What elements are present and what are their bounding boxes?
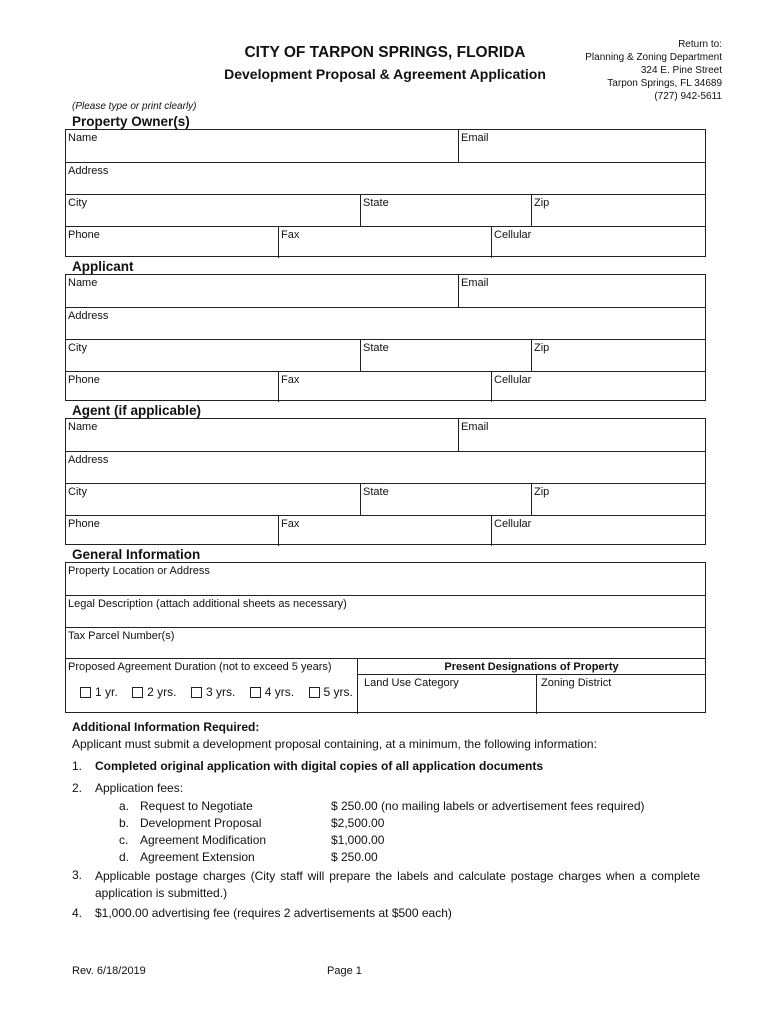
duration-option-1yr[interactable]: 1 yr. [80, 685, 118, 699]
tax-parcel-label: Tax Parcel Number(s) [68, 630, 175, 642]
checkbox-icon [309, 687, 320, 698]
owner-name-field[interactable] [66, 130, 458, 162]
owner-zip-field[interactable] [531, 195, 705, 227]
applicant-cellular-field[interactable] [491, 372, 705, 402]
agent-phone-field[interactable] [66, 516, 278, 546]
item-number: 4. [72, 906, 83, 920]
duration-label: Proposed Agreement Duration (not to exceed 5 years) [68, 661, 332, 673]
name-label: Name [68, 132, 98, 144]
agent-cellular-field[interactable] [491, 516, 705, 546]
requirement-item-1: Completed original application with digital copies of all application documents [95, 759, 544, 773]
address-label: Address [68, 165, 109, 177]
name-label: Name [68, 277, 98, 289]
property-location-field[interactable] [66, 563, 705, 595]
item-number: 2. [72, 781, 83, 795]
legal-description-field[interactable] [66, 596, 705, 628]
address-label: Address [68, 454, 109, 466]
applicant-fax-field[interactable] [278, 372, 491, 402]
section-title-general: General Information [72, 547, 201, 562]
zoning-district-label: Zoning District [541, 677, 612, 689]
duration-option-4yrs[interactable]: 4 yrs. [250, 685, 294, 699]
item-number: 1. [72, 759, 83, 773]
page-number: Page 1 [327, 965, 362, 977]
designations-title: Present Designations of Property [444, 661, 619, 673]
applicant-zip-field[interactable] [531, 340, 705, 372]
fee-label: Development Proposal [140, 816, 262, 830]
owner-city-field[interactable] [66, 195, 360, 227]
state-label: State [363, 197, 389, 209]
duration-option-3yrs[interactable]: 3 yrs. [191, 685, 235, 699]
fee-amount: $ 250.00 (no mailing labels or advertisement fees required) [331, 799, 645, 813]
agent-fax-field[interactable] [278, 516, 491, 546]
phone-label: Phone [68, 229, 100, 241]
city-label: City [68, 486, 87, 498]
phone-label: Phone [68, 374, 100, 386]
zip-label: Zip [534, 342, 550, 354]
agent-name-field[interactable] [66, 419, 458, 451]
fee-letter: b. [119, 816, 130, 830]
tax-parcel-field[interactable] [66, 628, 705, 659]
checkbox-icon [132, 687, 143, 698]
duration-option-2yrs[interactable]: 2 yrs. [132, 685, 176, 699]
applicant-address-field[interactable] [66, 308, 705, 340]
owner-fax-field[interactable] [278, 227, 491, 258]
fee-label: Request to Negotiate [140, 799, 253, 813]
name-label: Name [68, 421, 98, 433]
general-block [65, 562, 706, 713]
agent-city-field[interactable] [66, 484, 360, 516]
applicant-city-field[interactable] [66, 340, 360, 372]
cellular-label: Cellular [494, 374, 532, 386]
agent-zip-field[interactable] [531, 484, 705, 516]
return-line: 324 E. Pine Street [640, 65, 722, 76]
fee-letter: c. [119, 833, 129, 847]
property-location-label: Property Location or Address [68, 565, 210, 577]
owner-block [65, 129, 706, 257]
duration-cell [66, 659, 354, 714]
fax-label: Fax [281, 229, 300, 241]
applicant-name-field[interactable] [66, 275, 458, 307]
agent-block [65, 418, 706, 545]
checkbox-icon [191, 687, 202, 698]
address-label: Address [68, 310, 109, 322]
designations-cell [357, 659, 705, 714]
fee-letter: d. [119, 850, 130, 864]
land-use-field[interactable] [358, 675, 536, 714]
fee-amount: $2,500.00 [331, 816, 385, 830]
legal-description-label: Legal Description (attach additional sheets as necessary) [68, 598, 347, 610]
agent-state-field[interactable] [360, 484, 531, 516]
land-use-label: Land Use Category [364, 677, 459, 689]
return-line: Planning & Zoning Department [585, 52, 722, 63]
applicant-block [65, 274, 706, 401]
fee-label: Agreement Extension [140, 850, 255, 864]
email-label: Email [461, 277, 489, 289]
owner-cellular-field[interactable] [491, 227, 705, 258]
fee-amount: $1,000.00 [331, 833, 385, 847]
section-title-owner: Property Owner(s) [72, 114, 190, 129]
cellular-label: Cellular [494, 229, 532, 241]
duration-options [80, 683, 363, 701]
cellular-label: Cellular [494, 518, 532, 530]
owner-email-field[interactable] [458, 130, 705, 162]
agent-email-field[interactable] [458, 419, 705, 451]
form-subtitle: Development Proposal & Agreement Application [224, 66, 546, 82]
zoning-district-field[interactable] [536, 675, 705, 714]
fax-label: Fax [281, 518, 300, 530]
fee-letter: a. [119, 799, 130, 813]
section-title-applicant: Applicant [72, 259, 134, 274]
additional-heading: Additional Information Required: [72, 720, 260, 734]
agent-address-field[interactable] [66, 452, 705, 484]
section-title-agent: Agent (if applicable) [72, 403, 202, 418]
email-label: Email [461, 132, 489, 144]
fax-label: Fax [281, 374, 300, 386]
zip-label: Zip [534, 197, 550, 209]
requirement-item-3: Applicable postage charges (City staff will prepare the labels and calculate postage charges when a complete application is submitted.) [95, 869, 700, 900]
additional-intro: Applicant must submit a development proposal containing, at a minimum, the following information: [72, 737, 597, 751]
applicant-phone-field[interactable] [66, 372, 278, 402]
fee-amount: $ 250.00 [331, 850, 378, 864]
print-instruction: (Please type or print clearly) [72, 101, 197, 112]
owner-address-field[interactable] [66, 163, 705, 195]
applicant-state-field[interactable] [360, 340, 531, 372]
return-line: Return to: [678, 39, 722, 50]
requirement-item-4: $1,000.00 advertising fee (requires 2 advertisements at $500 each) [95, 906, 452, 920]
phone-label: Phone [68, 518, 100, 530]
zip-label: Zip [534, 486, 550, 498]
state-label: State [363, 486, 389, 498]
return-address [585, 38, 722, 103]
applicant-email-field[interactable] [458, 275, 705, 307]
return-line: Tarpon Springs, FL 34689 [607, 78, 722, 89]
owner-state-field[interactable] [360, 195, 531, 227]
owner-phone-field[interactable] [66, 227, 278, 258]
email-label: Email [461, 421, 489, 433]
form-title: CITY OF TARPON SPRINGS, FLORIDA [244, 44, 526, 61]
city-label: City [68, 342, 87, 354]
checkbox-icon [80, 687, 91, 698]
duration-option-5yrs[interactable]: 5 yrs. [309, 685, 353, 699]
checkbox-icon [250, 687, 261, 698]
requirement-item-2: Application fees: [95, 781, 184, 795]
item-number: 3. [72, 868, 83, 882]
fee-label: Agreement Modification [140, 833, 267, 847]
return-line: (727) 942-5611 [654, 91, 722, 102]
revision-date: Rev. 6/18/2019 [72, 965, 146, 977]
state-label: State [363, 342, 389, 354]
city-label: City [68, 197, 87, 209]
